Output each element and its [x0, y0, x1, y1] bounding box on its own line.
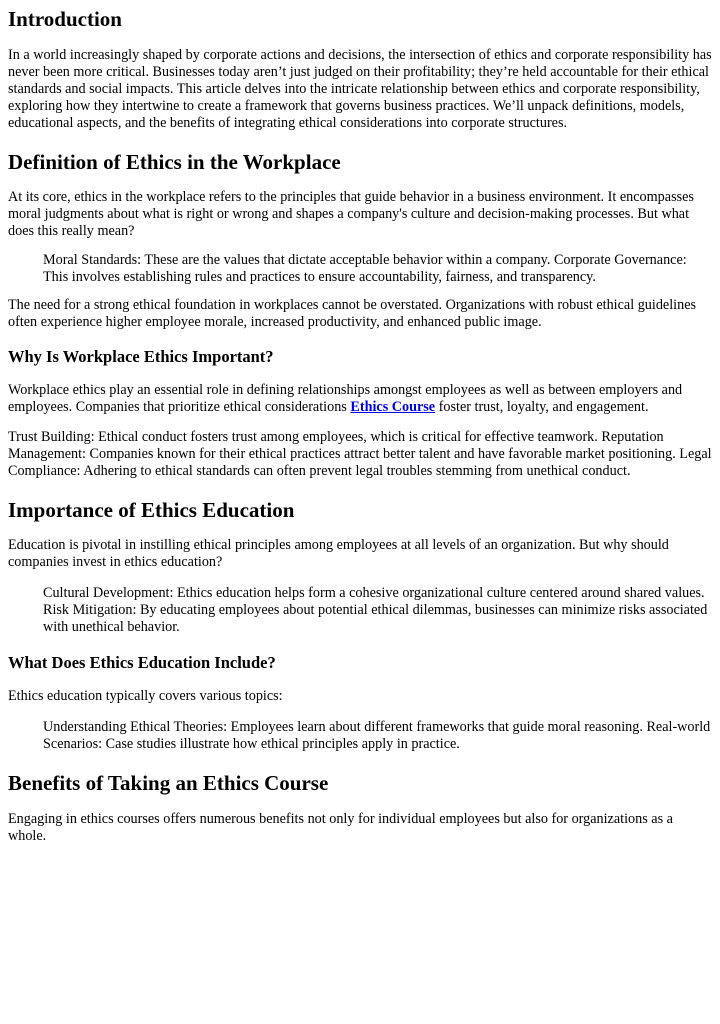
- why-paragraph-2: Trust Building: Ethical conduct fosters trust among employees, which is critical for effective teamwork. Reputation Management: Companies known for their ethical practices attract better talent and have favorable market positioning. Legal Compliance: Adhering to ethical standards can often prevent legal troubles stemming from unethical conduct.: [8, 429, 712, 479]
- why-text-after-link: foster trust, loyalty, and engagement.: [435, 399, 649, 415]
- definition-paragraph: At its core, ethics in the workplace refers to the principles that guide behavior in a business environment. It encompasses moral judgments about what is right or wrong and shapes a company's culture and decision-making processes. But what does this really mean?: [8, 189, 694, 239]
- include-indented-block: Understanding Ethical Theories: Employees learn about different frameworks that guide moral reasoning. Real-world Scenarios: Case studies illustrate how ethical principles apply in practice.: [43, 719, 711, 752]
- include-paragraph: Ethics education typically covers various topics:: [8, 688, 283, 704]
- intro-paragraph: In a world increasingly shaped by corporate actions and decisions, the intersection of ethics and corporate responsibility has never been more critical. Businesses today aren’t just judged on their profitability; they’re held accountable for their ethical standards and social impacts. This article delves into the intricate relationship between ethics and corporate responsibility, exploring how they intertwine to create a framework that governs business practices. We’ll unpack definitions, models, educational aspects, and the benefits of integrating ethical considerations into corporate structures.: [8, 47, 712, 131]
- heading-why-important: Why Is Workplace Ethics Important?: [8, 347, 274, 366]
- heading-benefits: Benefits of Taking an Ethics Course: [8, 771, 329, 795]
- why-text-before-link: Workplace ethics play an essential role in defining relationships amongst employees as well as between employers and employees. Companies that prioritize ethical considerations: [8, 382, 683, 415]
- definition-paragraph-2: The need for a strong ethical foundation in workplaces cannot be overstated. Organizations with robust ethical guidelines often experience higher employee morale, increased productivity, and enhanced public image.: [8, 297, 697, 330]
- benefits-paragraph: Engaging in ethics courses offers numerous benefits not only for individual employees but also for organizations as a whole.: [8, 811, 673, 844]
- definition-indented-block: Moral Standards: These are the values that dictate acceptable behavior within a company. Corporate Governance: This involves establishing rules and practices to ensure accountability, fairness, and transparency.: [43, 252, 687, 285]
- article: [0, 7, 712, 845]
- heading-importance: Importance of Ethics Education: [8, 498, 295, 522]
- importance-paragraph: Education is pivotal in instilling ethical principles among employees at all levels of an organization. But why should companies invest in ethics education?: [8, 537, 669, 570]
- importance-indented-block: Cultural Development: Ethics education helps form a cohesive organizational culture centered around shared values. Risk Mitigation: By educating employees about potential ethical dilemmas, businesses can minimize risks associated with unethical behavior.: [43, 585, 708, 635]
- heading-introduction: Introduction: [8, 7, 122, 31]
- why-paragraph: [8, 382, 712, 416]
- heading-what-includes: What Does Ethics Education Include?: [8, 653, 276, 672]
- ethics-course-link[interactable]: Ethics Course: [350, 399, 436, 415]
- heading-definition: Definition of Ethics in the Workplace: [8, 150, 341, 174]
